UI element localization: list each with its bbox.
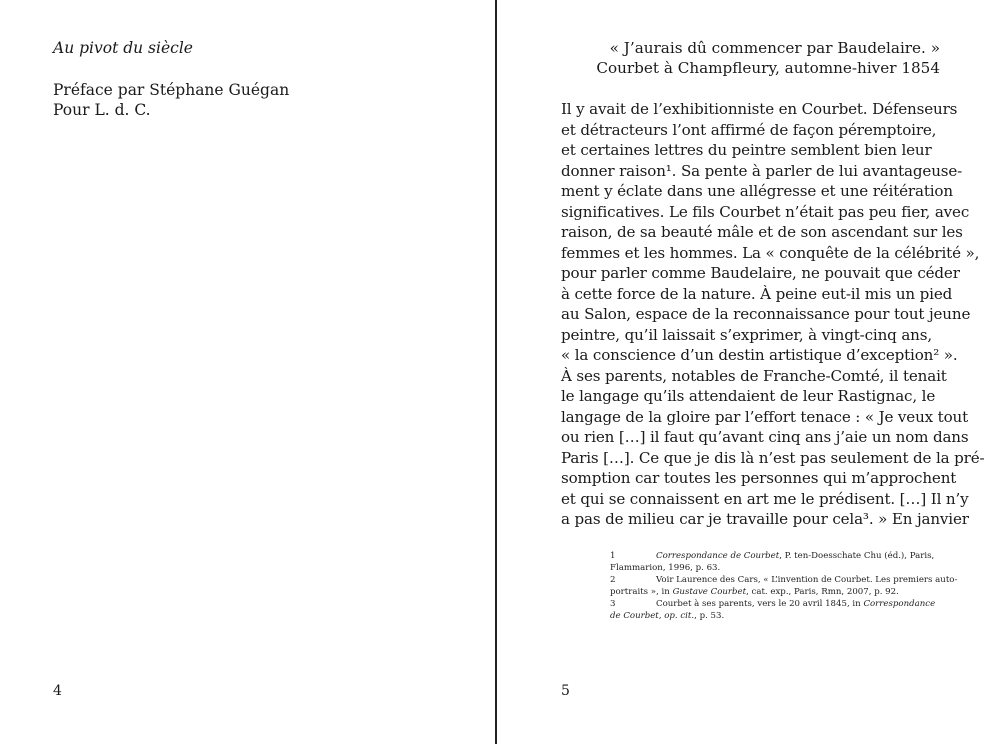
body-line: et certaines lettres du peintre semblent bien leur [561, 141, 932, 159]
footnote-number: 2 [610, 575, 616, 585]
footnote-title: Gustave Courbet [672, 587, 747, 597]
footnote-number: 1 [610, 551, 616, 561]
footnote-text: Flammarion, 1996, p. 63. [610, 563, 721, 573]
body-line: somption car toutes les personnes qui m’approchent [561, 469, 957, 487]
epigraph [596, 38, 940, 78]
footnote-1 [610, 550, 935, 574]
body-line: peintre, qu’il laissait s’exprimer, à vingt-cinq ans, [561, 325, 932, 344]
footnote-text: , p. 53. [694, 611, 725, 621]
body-line: raison, de sa beauté mâle et de son ascendant sur les [561, 223, 963, 241]
body-line: a pas de milieu car je travaille pour cela³. » En janvier [561, 510, 969, 528]
footnote-text: portraits », in [610, 587, 673, 597]
running-title: Au pivot du siècle [53, 39, 193, 57]
footnote-text: , cat. exp., Paris, Rmn, 2007, p. 92. [746, 587, 899, 597]
epigraph-quote: « J’aurais dû commencer par Baudelaire. » [609, 39, 940, 57]
footnote-text: Courbet à ses parents, vers le 20 avril 1845, in [656, 599, 864, 609]
footnote-number: 3 [610, 599, 616, 609]
body-paragraph [561, 99, 984, 530]
body-line: au Salon, espace de la reconnaissance pour tout jeune [561, 305, 971, 323]
spine-divider [495, 0, 497, 744]
epigraph-attribution: Courbet à Champfleury, automne-hiver 1854 [596, 59, 940, 77]
footnotes [610, 550, 958, 622]
footnote-text: , P. ten-Doesschate Chu (éd.), Paris, [779, 551, 935, 561]
body-line: significatives. Le fils Courbet n’était pas peu fier, avec [561, 202, 970, 221]
page-number-right: 5 [561, 683, 570, 699]
body-line: Paris […]. Ce que je dis là n’est pas seulement de la pré- [561, 448, 985, 467]
body-line: à cette force de la nature. À peine eut-il mis un pied [561, 284, 953, 303]
body-line: langage de la gloire par l’effort tenace : « Je veux tout [561, 407, 969, 426]
footnote-text: Voir Laurence des Cars, « L’invention de Courbet. Les premiers auto- [656, 575, 958, 585]
footnote-title: Correspondance [863, 599, 936, 609]
dedication-line: Pour L. d. C. [53, 101, 151, 119]
right-page [498, 0, 992, 744]
page-number-left: 4 [53, 683, 62, 699]
body-line: donner raison¹. Sa pente à parler de lui avantageuse- [561, 161, 963, 180]
body-line: et qui se connaissent en art me le prédisent. […] Il n’y [561, 489, 969, 508]
footnote-3 [610, 598, 936, 622]
body-line: et détracteurs l’ont affirmé de façon péremptoire, [561, 120, 937, 139]
body-line: Il y avait de l’exhibitionniste en Courbet. Défenseurs [561, 100, 958, 118]
preface-credits [53, 80, 289, 120]
body-line: le langage qu’ils attendaient de leur Rastignac, le [561, 387, 936, 405]
body-line: ou rien […] il faut qu’avant cinq ans j’aie un nom dans [561, 428, 969, 446]
footnote-title: Correspondance de Courbet [656, 551, 780, 561]
body-line: « la conscience d’un destin artistique d’exception² ». [561, 346, 958, 364]
body-line: femmes et les hommes. La « conquête de la célébrité », [561, 243, 980, 262]
body-line: À ses parents, notables de Franche-Comté, il tenait [561, 366, 947, 385]
footnote-title: de Courbet, op. cit. [610, 611, 695, 621]
body-line: ment y éclate dans une allégresse et une réitération [561, 182, 953, 200]
footnote-2 [610, 574, 958, 598]
body-line: pour parler comme Baudelaire, ne pouvait que céder [561, 264, 960, 282]
preface-author-line: Préface par Stéphane Guégan [53, 81, 290, 99]
